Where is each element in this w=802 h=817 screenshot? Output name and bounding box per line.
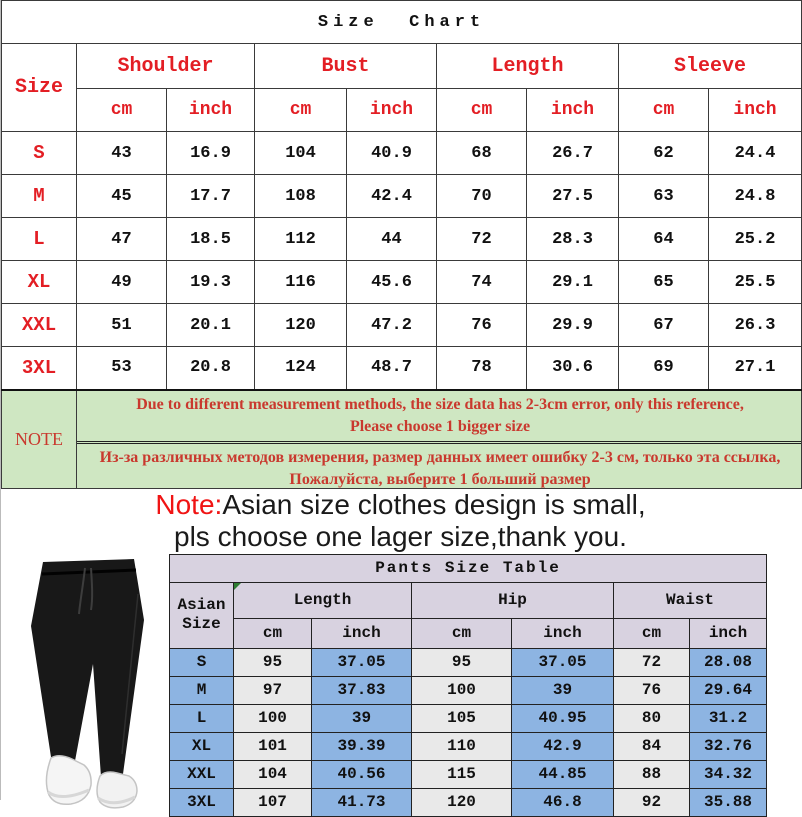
inch-header: inch (527, 89, 619, 132)
cm-header: cm (614, 618, 690, 648)
value-cell: 51 (77, 304, 167, 347)
cm-header: cm (619, 89, 709, 132)
value-cell: 28.08 (690, 648, 767, 676)
value-cell: 29.64 (690, 676, 767, 704)
table-row (170, 788, 767, 816)
asian-size-note-line2: pls choose one lager size,thank you. (174, 521, 627, 552)
value-cell: 70 (437, 175, 527, 218)
size-cell: S (170, 648, 234, 676)
value-cell: 34.32 (690, 760, 767, 788)
value-cell: 27.5 (527, 175, 619, 218)
size-chart-title: Size Chart (2, 1, 802, 44)
value-cell: 20.1 (167, 304, 255, 347)
value-cell: 19.3 (167, 261, 255, 304)
value-cell: 29.9 (527, 304, 619, 347)
value-cell: 44.85 (512, 760, 614, 788)
table-row (2, 175, 802, 218)
note-english-line2: Please choose 1 bigger size (349, 417, 531, 435)
value-cell: 76 (614, 676, 690, 704)
value-cell: 44 (347, 218, 437, 261)
value-cell: 26.3 (709, 304, 802, 347)
pants-section (1, 554, 800, 809)
size-cell: M (2, 175, 77, 218)
value-cell: 39 (312, 704, 412, 732)
value-cell: 80 (614, 704, 690, 732)
value-cell: 40.95 (512, 704, 614, 732)
table-row (170, 704, 767, 732)
asian-size-note-line1 (155, 489, 645, 521)
table-row (2, 218, 802, 261)
note-russian (77, 441, 801, 488)
value-cell: 29.1 (527, 261, 619, 304)
value-cell: 41.73 (312, 788, 412, 816)
value-cell: 16.9 (167, 132, 255, 175)
value-cell: 46.8 (512, 788, 614, 816)
value-cell: 37.05 (312, 648, 412, 676)
value-cell: 92 (614, 788, 690, 816)
value-cell: 64 (619, 218, 709, 261)
value-cell: 28.3 (527, 218, 619, 261)
value-cell: 104 (234, 760, 312, 788)
table-row (2, 304, 802, 347)
asian-size-header-line1: Asian (177, 596, 226, 614)
value-cell: 69 (619, 347, 709, 390)
value-cell: 95 (234, 648, 312, 676)
pants-illustration (1, 554, 169, 809)
asian-size-note (1, 489, 800, 554)
value-cell: 25.5 (709, 261, 802, 304)
value-cell: 17.7 (167, 175, 255, 218)
bust-header: Bust (255, 44, 437, 89)
value-cell: 35.88 (690, 788, 767, 816)
value-cell: 112 (255, 218, 347, 261)
pants-waist-header: Waist (614, 582, 767, 618)
value-cell: 39 (512, 676, 614, 704)
pants-hip-header: Hip (412, 582, 614, 618)
inch-header: inch (347, 89, 437, 132)
value-cell: 74 (437, 261, 527, 304)
value-cell: 67 (619, 304, 709, 347)
value-cell: 37.05 (512, 648, 614, 676)
value-cell: 45 (77, 175, 167, 218)
cm-header: cm (437, 89, 527, 132)
pants-size-table (169, 554, 767, 817)
inch-header: inch (512, 618, 614, 648)
size-cell: M (170, 676, 234, 704)
value-cell: 43 (77, 132, 167, 175)
value-cell: 88 (614, 760, 690, 788)
note-label: NOTE (2, 390, 77, 489)
value-cell: 45.6 (347, 261, 437, 304)
value-cell: 25.2 (709, 218, 802, 261)
size-cell: XXL (170, 760, 234, 788)
size-cell: L (170, 704, 234, 732)
value-cell: 30.6 (527, 347, 619, 390)
table-row (170, 676, 767, 704)
value-cell: 42.9 (512, 732, 614, 760)
pants-shape (31, 559, 144, 777)
value-cell: 107 (234, 788, 312, 816)
size-cell: XXL (2, 304, 77, 347)
pants-measure-header-row (170, 582, 767, 618)
cm-header: cm (234, 618, 312, 648)
note-row (2, 390, 802, 489)
value-cell: 100 (234, 704, 312, 732)
value-cell: 49 (77, 261, 167, 304)
cm-header: cm (412, 618, 512, 648)
value-cell: 72 (614, 648, 690, 676)
value-cell: 104 (255, 132, 347, 175)
size-cell: S (2, 132, 77, 175)
note-english (77, 391, 801, 441)
value-cell: 47.2 (347, 304, 437, 347)
value-cell: 27.1 (709, 347, 802, 390)
note-russian-line2: Пожалуйста, выберите 1 больший размер (289, 470, 591, 488)
pants-product-image (1, 554, 169, 809)
note-text1: Asian size clothes design is small, (222, 489, 646, 520)
table-row (170, 760, 767, 788)
value-cell: 18.5 (167, 218, 255, 261)
value-cell: 68 (437, 132, 527, 175)
inch-header: inch (167, 89, 255, 132)
value-cell: 32.76 (690, 732, 767, 760)
value-cell: 72 (437, 218, 527, 261)
table-row (2, 261, 802, 304)
value-cell: 24.4 (709, 132, 802, 175)
inch-header: inch (709, 89, 802, 132)
measure-header-row (2, 44, 802, 89)
length-header: Length (437, 44, 619, 89)
table-row (170, 648, 767, 676)
value-cell: 95 (412, 648, 512, 676)
value-cell: 108 (255, 175, 347, 218)
value-cell: 39.39 (312, 732, 412, 760)
value-cell: 47 (77, 218, 167, 261)
table-row (2, 132, 802, 175)
value-cell: 84 (614, 732, 690, 760)
pants-table-title: Pants Size Table (170, 554, 767, 582)
value-cell: 116 (255, 261, 347, 304)
note-english-line1: Due to different measurement methods, the size data has 2-3cm error, only this reference, (136, 395, 744, 413)
value-cell: 24.8 (709, 175, 802, 218)
value-cell: 100 (412, 676, 512, 704)
sleeve-header: Sleeve (619, 44, 802, 89)
value-cell: 20.8 (167, 347, 255, 390)
value-cell: 65 (619, 261, 709, 304)
shirt-size-table (1, 0, 802, 489)
value-cell: 48.7 (347, 347, 437, 390)
note-prefix: Note: (155, 489, 223, 520)
pants-length-header: Length (234, 582, 412, 618)
value-cell: 62 (619, 132, 709, 175)
inch-header: inch (690, 618, 767, 648)
note-russian-line1: Из-за различных методов измерения, размер данных имеет ошибку 2-3 см, только эта ссылка, (99, 448, 781, 466)
value-cell: 76 (437, 304, 527, 347)
value-cell: 53 (77, 347, 167, 390)
value-cell: 31.2 (690, 704, 767, 732)
cm-header: cm (255, 89, 347, 132)
value-cell: 63 (619, 175, 709, 218)
unit-header-row (2, 89, 802, 132)
asian-size-header-line2: Size (182, 615, 221, 633)
value-cell: 37.83 (312, 676, 412, 704)
size-cell: XL (2, 261, 77, 304)
size-cell: 3XL (2, 347, 77, 390)
value-cell: 124 (255, 347, 347, 390)
pants-unit-header-row (170, 618, 767, 648)
asian-size-header (170, 582, 234, 648)
table-row (170, 732, 767, 760)
value-cell: 40.9 (347, 132, 437, 175)
size-cell: XL (170, 732, 234, 760)
shoulder-header: Shoulder (77, 44, 255, 89)
inch-header: inch (312, 618, 412, 648)
value-cell: 40.56 (312, 760, 412, 788)
size-cell: 3XL (170, 788, 234, 816)
size-cell: L (2, 218, 77, 261)
table-row (2, 347, 802, 390)
value-cell: 101 (234, 732, 312, 760)
value-cell: 120 (255, 304, 347, 347)
cm-header: cm (77, 89, 167, 132)
value-cell: 97 (234, 676, 312, 704)
size-column-header: Size (2, 44, 77, 132)
value-cell: 26.7 (527, 132, 619, 175)
value-cell: 120 (412, 788, 512, 816)
value-cell: 110 (412, 732, 512, 760)
value-cell: 78 (437, 347, 527, 390)
value-cell: 105 (412, 704, 512, 732)
value-cell: 115 (412, 760, 512, 788)
value-cell: 42.4 (347, 175, 437, 218)
